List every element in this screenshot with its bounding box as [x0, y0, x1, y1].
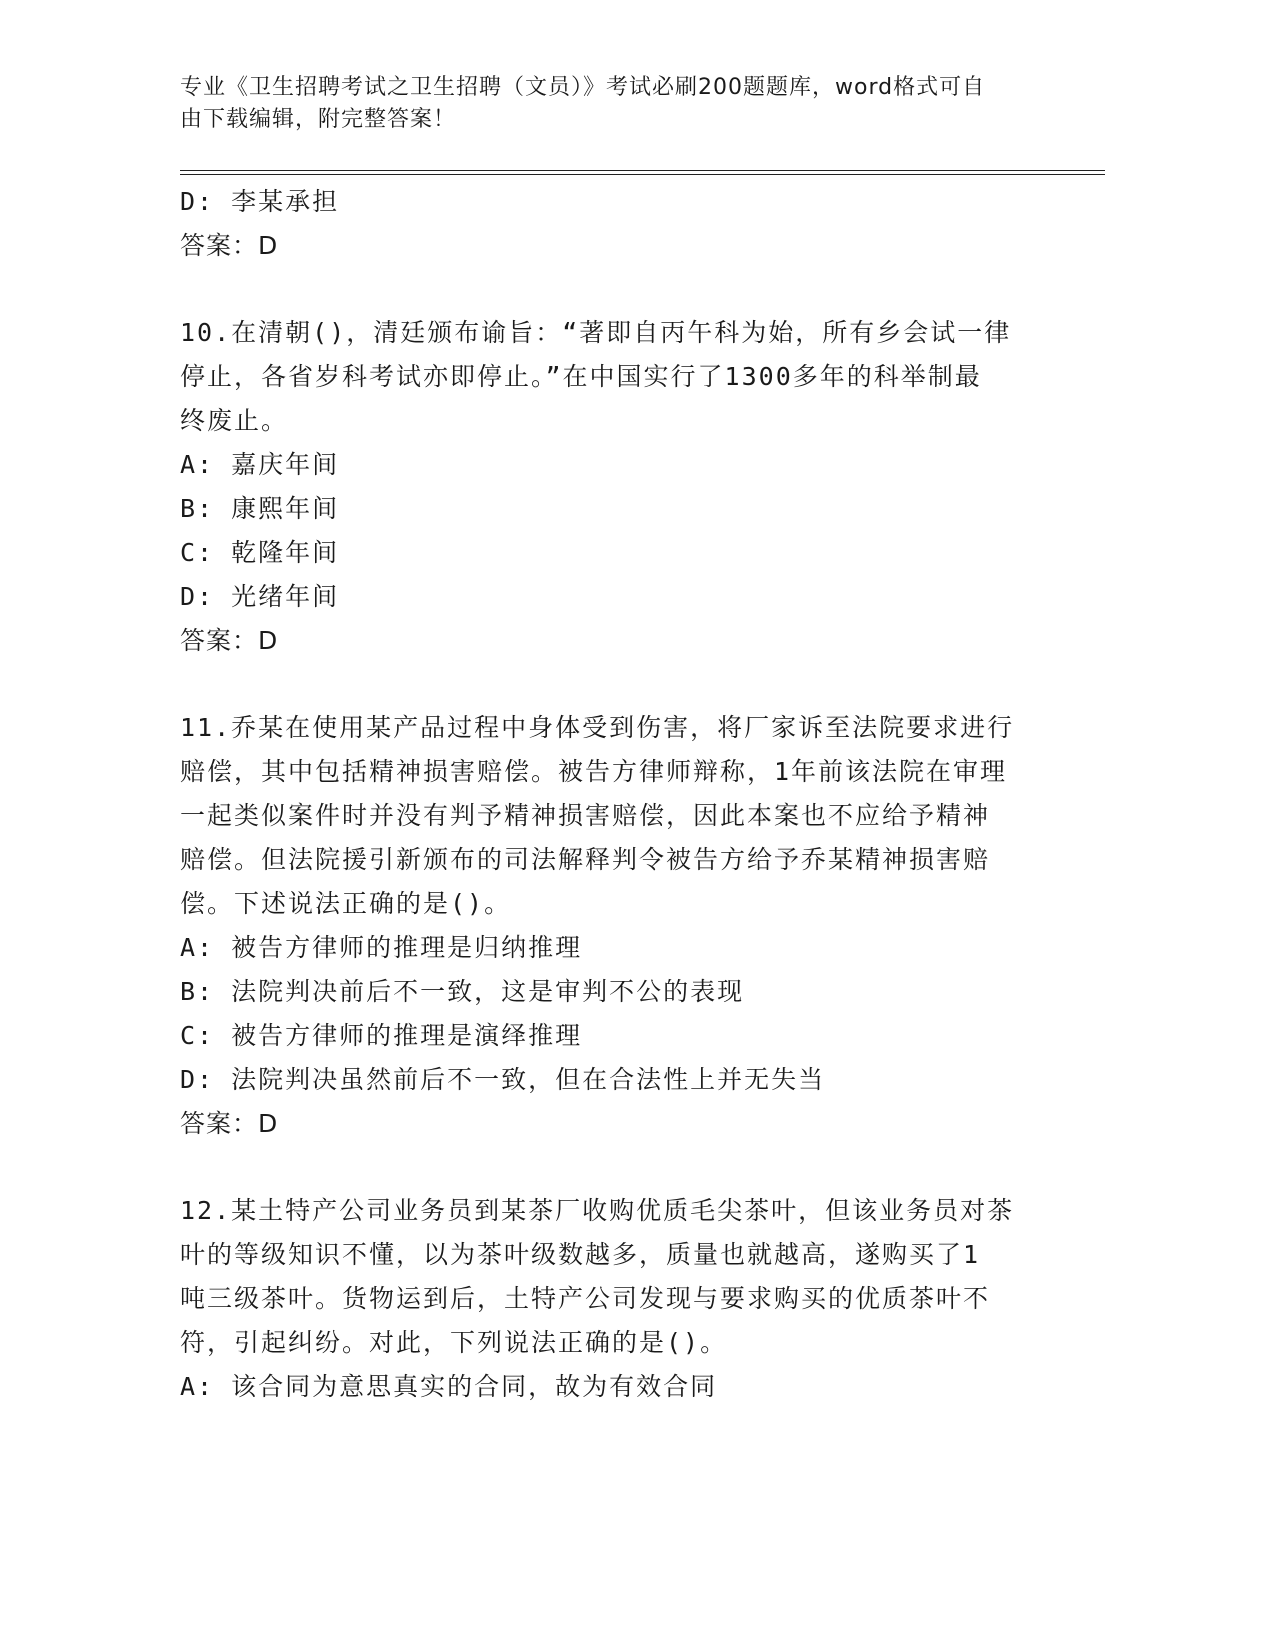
answer-line: 答案：D: [180, 1109, 279, 1138]
option-c: C: 乾隆年间: [180, 538, 340, 567]
answer-line: 答案：D: [180, 626, 279, 655]
option-a: A: 嘉庆年间: [180, 450, 340, 479]
question-block-10: [180, 311, 1040, 663]
option-c: C: 被告方律师的推理是演绎推理: [180, 1021, 583, 1050]
question-text-line: 终废止。: [180, 406, 289, 435]
spacer: [180, 1146, 1040, 1189]
question-block-9: [180, 180, 1040, 268]
question-block-12: [180, 1189, 1040, 1409]
header-line-1: 专业《卫生招聘考试之卫生招聘（文员）》考试必刷200题题库，word格式可自: [180, 75, 986, 100]
option-a: A: 该合同为意思真实的合同，故为有效合同: [180, 1372, 718, 1401]
question-text-line: 吨三级茶叶。货物运到后，土特产公司发现与要求购买的优质茶叶不: [180, 1284, 991, 1313]
option-d: D: 法院判决虽然前后不一致，但在合法性上并无失当: [180, 1065, 826, 1094]
option-d: D: 李某承担: [180, 187, 340, 216]
question-text-line: 叶的等级知识不懂，以为茶叶级数越多，质量也就越高，遂购买了1: [180, 1240, 981, 1269]
spacer: [180, 268, 1040, 311]
spacer: [180, 663, 1040, 706]
question-list: [180, 180, 1040, 1409]
header-divider-bottom: [180, 174, 1105, 175]
header-line-2: 由下载编辑，附完整答案！: [180, 107, 457, 132]
question-block-11: [180, 706, 1040, 1146]
question-text-line: 12.某土特产公司业务员到某茶厂收购优质毛尖茶叶，但该业务员对茶: [180, 1196, 1015, 1225]
header-divider-top: [180, 170, 1105, 171]
question-text-line: 一起类似案件时并没有判予精神损害赔偿，因此本案也不应给予精神: [180, 801, 991, 830]
document-header: [180, 72, 1040, 136]
option-b: B: 法院判决前后不一致，这是审判不公的表现: [180, 977, 745, 1006]
option-d: D: 光绪年间: [180, 582, 340, 611]
question-text-line: 11.乔某在使用某产品过程中身体受到伤害，将厂家诉至法院要求进行: [180, 713, 1015, 742]
option-b: B: 康熙年间: [180, 494, 340, 523]
question-text-line: 10.在清朝()，清廷颁布谕旨：“著即自丙午科为始，所有乡会试一律: [180, 318, 1012, 347]
option-a: A: 被告方律师的推理是归纳推理: [180, 933, 583, 962]
question-text-line: 停止，各省岁科考试亦即停止。”在中国实行了1300多年的科举制最: [180, 362, 982, 391]
answer-line: 答案：D: [180, 231, 279, 260]
question-text-line: 赔偿，其中包括精神损害赔偿。被告方律师辩称，1年前该法院在审理: [180, 757, 1008, 786]
question-text-line: 赔偿。但法院援引新颁布的司法解释判令被告方给予乔某精神损害赔: [180, 845, 991, 874]
question-text-line: 符，引起纠纷。对此，下列说法正确的是()。: [180, 1328, 728, 1357]
question-text-line: 偿。下述说法正确的是()。: [180, 889, 512, 918]
